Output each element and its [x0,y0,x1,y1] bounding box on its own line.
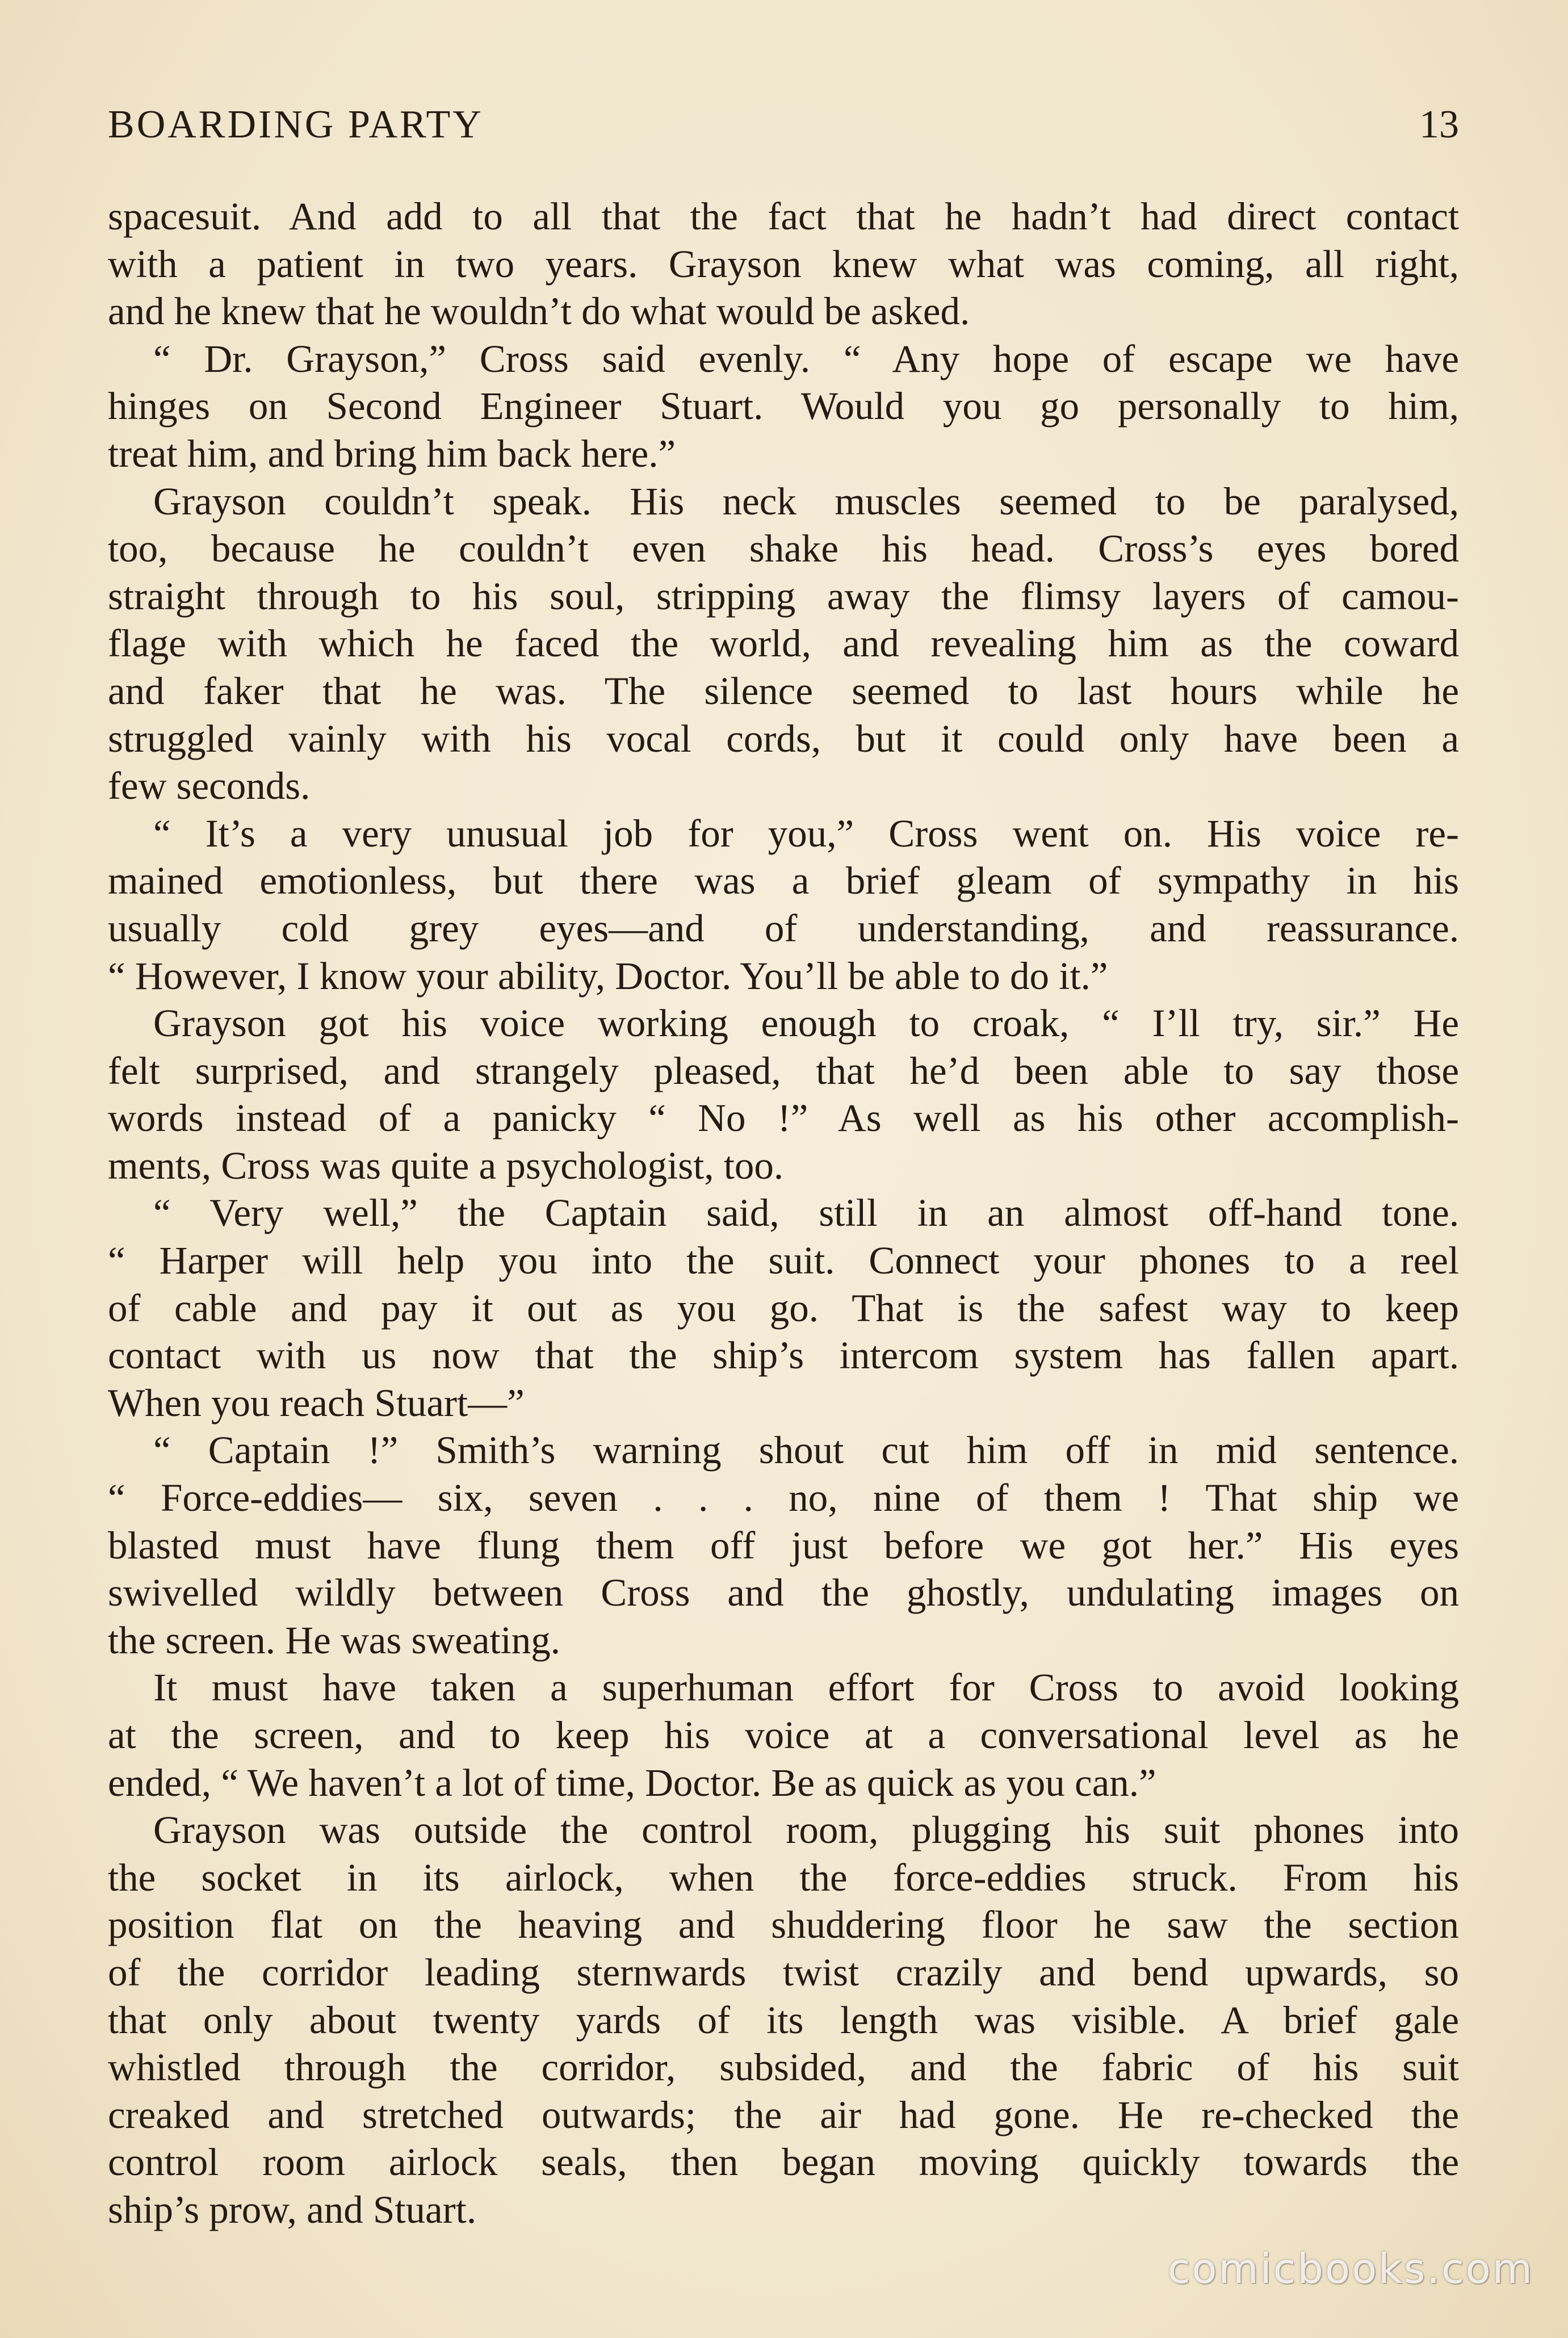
running-title: BOARDING PARTY [108,103,484,146]
text-line: that only about twenty yards of its length was visible. A brief gale [108,1998,1459,2042]
text-line: the screen. He was sweating. [108,1618,561,1662]
text-line: too, because he couldn’t even shake his head. Cross’s eyes bored [108,527,1459,571]
text-line: contact with us now that the ship’s intercom system has fallen apart. [108,1334,1459,1377]
text-line: struggled vainly with his vocal cords, but it could only have been a [108,717,1459,760]
text-line: and faker that he was. The silence seemed to last hours while he [108,669,1459,713]
text-line: treat him, and bring him back here.” [108,431,676,475]
text-line: “ It’s a very unusual job for you,” Cross went on. His voice re- [153,811,1459,855]
text-line: “ Force-eddies— six, seven . . . no, nine of them ! That ship we [108,1476,1459,1520]
text-line: “ Dr. Grayson,” Cross said evenly. “ Any hope of escape we have [153,337,1459,380]
text-line: mained emotionless, but there was a brief gleam of sympathy in his [108,859,1459,903]
text-line: felt surprised, and strangely pleased, that he’d been able to say those [108,1049,1459,1092]
text-line: and he knew that he wouldn’t do what would be asked. [108,290,970,333]
text-line: creaked and stretched outwards; the air had gone. He re-checked the [108,2093,1459,2136]
text-line: Grayson was outside the control room, plugging his suit phones into [153,1808,1459,1852]
text-line: Grayson couldn’t speak. His neck muscles seemed to be paralysed, [153,479,1459,523]
text-line: “ Harper will help you into the suit. Connect your phones to a reel [108,1239,1459,1283]
text-line: of cable and pay it out as you go. That is the safest way to keep [108,1286,1459,1330]
text-line: whistled through the corridor, subsided, and the fabric of his suit [108,2046,1459,2089]
text-line: ended, “ We haven’t a lot of time, Doctor. Be as quick as you can.” [108,1761,1156,1804]
body-text [108,193,1459,2234]
page-number: 13 [1419,103,1459,146]
text-line: When you reach Stuart—” [108,1381,525,1424]
text-line: words instead of a panicky “ No !” As well as his other accomplish- [108,1096,1459,1140]
text-line: “ However, I know your ability, Doctor. You’ll be able to do it.” [108,954,1108,998]
running-head [108,99,1459,150]
text-line: swivelled wildly between Cross and the ghostly, undulating images on [108,1571,1459,1615]
text-line: of the corridor leading sternwards twist crazily and bend upwards, so [108,1950,1459,1994]
text-line: hinges on Second Engineer Stuart. Would you go personally to him, [108,384,1459,428]
text-line: position flat on the heaving and shuddering floor he saw the section [108,1903,1459,1947]
watermark-logo: comicbooks.com [1167,2245,1534,2293]
text-line: flage with which he faced the world, and revealing him as the coward [108,622,1459,665]
text-line: with a patient in two years. Grayson knew what was coming, all right, [108,242,1459,286]
text-line: blasted must have flung them off just before we got her.” His eyes [108,1523,1459,1567]
text-line: “ Very well,” the Captain said, still in an almost off-hand tone. [153,1191,1459,1235]
text-line: ments, Cross was quite a psychologist, too. [108,1143,784,1187]
text-line: usually cold grey eyes—and of understanding, and reassurance. [108,906,1459,950]
text-line: at the screen, and to keep his voice at a conversational level as he [108,1713,1459,1757]
text-line: spacesuit. And add to all that the fact that he hadn’t had direct contact [108,195,1459,238]
text-line: control room airlock seals, then began moving quickly towards the [108,2140,1459,2184]
text-line: few seconds. [108,764,311,808]
text-line: straight through to his soul, stripping away the flimsy layers of camou- [108,574,1459,618]
text-line: ship’s prow, and Stuart. [108,2188,477,2231]
text-line: Grayson got his voice working enough to croak, “ I’ll try, sir.” He [153,1002,1459,1045]
text-line: “ Captain !” Smith’s warning shout cut him off in mid sentence. [153,1428,1459,1472]
text-line: the socket in its airlock, when the force-eddies struck. From his [108,1855,1459,1899]
text-line: It must have taken a superhuman effort for Cross to avoid looking [153,1666,1459,1709]
